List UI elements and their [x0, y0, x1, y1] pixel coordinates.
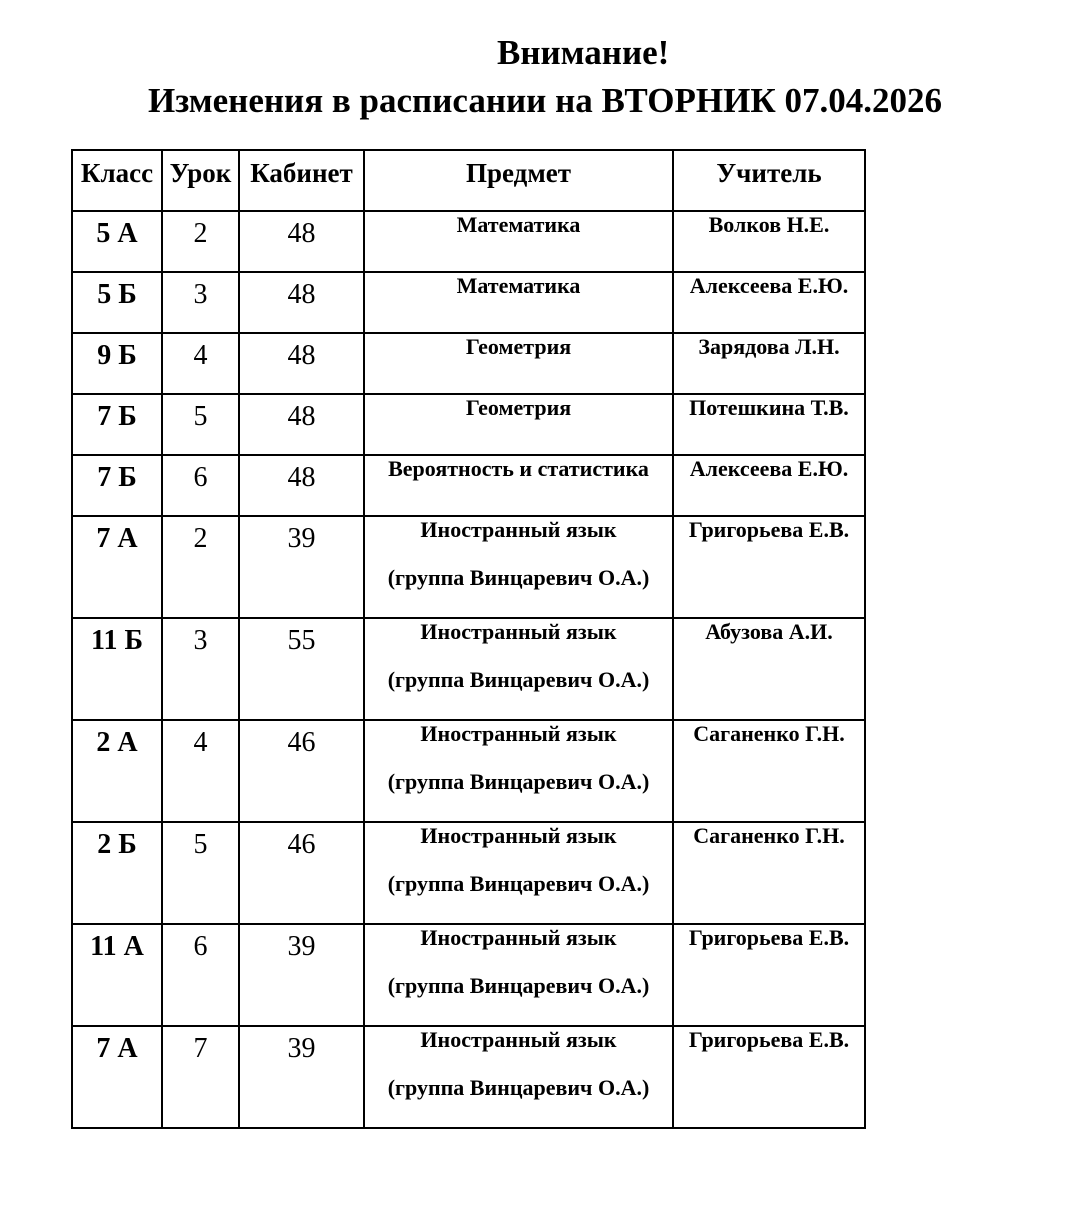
teacher-cell: Саганенко Г.Н.: [673, 720, 865, 822]
lesson-cell: 2: [162, 211, 239, 272]
room-cell: 48: [239, 394, 364, 455]
subject-name: Геометрия: [465, 334, 572, 359]
table-row: [72, 924, 865, 1026]
subject-name: Математика: [456, 212, 581, 237]
subject-cell: [364, 455, 673, 516]
subject-cell: [364, 924, 673, 1026]
lesson-cell: 4: [162, 720, 239, 822]
column-header-subject: Предмет: [364, 150, 673, 211]
teacher-cell: Григорьева Е.В.: [673, 516, 865, 618]
table-row: [72, 394, 865, 455]
subject-group-note: (группа Винцаревич О.А.): [387, 667, 650, 692]
teacher-cell: Алексеева Е.Ю.: [673, 455, 865, 516]
room-cell: 48: [239, 333, 364, 394]
lesson-cell: 2: [162, 516, 239, 618]
subject-cell: [364, 272, 673, 333]
table-row: [72, 720, 865, 822]
subject-group-note: (группа Винцаревич О.А.): [387, 565, 650, 590]
table-row: [72, 455, 865, 516]
teacher-cell: Алексеева Е.Ю.: [673, 272, 865, 333]
notice-heading: Внимание!: [497, 33, 670, 72]
lesson-cell: 6: [162, 924, 239, 1026]
schedule-changes-table: [71, 149, 866, 1129]
teacher-cell: Зарядова Л.Н.: [673, 333, 865, 394]
teacher-cell: Абузова А.И.: [673, 618, 865, 720]
subject-name: Вероятность и статистика: [388, 456, 649, 481]
subject-group-note: (группа Винцаревич О.А.): [387, 973, 650, 998]
teacher-cell: Потешкина Т.В.: [673, 394, 865, 455]
class-cell: 11 Б: [72, 618, 162, 720]
subject-cell: [364, 822, 673, 924]
class-cell: 11 А: [72, 924, 162, 1026]
subject-name: Иностранный язык: [420, 721, 617, 746]
teacher-cell: Саганенко Г.Н.: [673, 822, 865, 924]
subject-cell: [364, 211, 673, 272]
table-row: [72, 333, 865, 394]
room-cell: 39: [239, 1026, 364, 1128]
subject-name: Математика: [456, 273, 581, 298]
table-row: [72, 1026, 865, 1128]
subject-cell: [364, 720, 673, 822]
room-cell: 46: [239, 720, 364, 822]
class-cell: 5 Б: [72, 272, 162, 333]
class-cell: 7 А: [72, 1026, 162, 1128]
teacher-cell: Волков Н.Е.: [673, 211, 865, 272]
room-cell: 39: [239, 516, 364, 618]
table-row: [72, 272, 865, 333]
subject-name: Иностранный язык: [420, 925, 617, 950]
subject-cell: [364, 394, 673, 455]
page-title: Изменения в расписании на ВТОРНИК 07.04.2026: [148, 81, 942, 120]
class-cell: 9 Б: [72, 333, 162, 394]
column-header-room: Кабинет: [239, 150, 364, 211]
lesson-cell: 7: [162, 1026, 239, 1128]
class-cell: 5 А: [72, 211, 162, 272]
lesson-cell: 6: [162, 455, 239, 516]
class-cell: 7 Б: [72, 394, 162, 455]
class-cell: 7 А: [72, 516, 162, 618]
lesson-cell: 5: [162, 822, 239, 924]
lesson-cell: 3: [162, 272, 239, 333]
class-cell: 7 Б: [72, 455, 162, 516]
lesson-cell: 4: [162, 333, 239, 394]
subject-group-note: (группа Винцаревич О.А.): [387, 1075, 650, 1100]
table-body: [72, 211, 865, 1128]
subject-name: Иностранный язык: [420, 1027, 617, 1052]
table-row: [72, 618, 865, 720]
subject-name: Иностранный язык: [420, 517, 617, 542]
subject-group-note: (группа Винцаревич О.А.): [387, 871, 650, 896]
column-header-teacher: Учитель: [673, 150, 865, 211]
table-row: [72, 211, 865, 272]
subject-cell: [364, 333, 673, 394]
table-header-row: [72, 150, 865, 211]
teacher-cell: Григорьева Е.В.: [673, 1026, 865, 1128]
room-cell: 48: [239, 211, 364, 272]
room-cell: 55: [239, 618, 364, 720]
subject-name: Геометрия: [465, 395, 572, 420]
room-cell: 39: [239, 924, 364, 1026]
subject-cell: [364, 618, 673, 720]
column-header-class: Класс: [72, 150, 162, 211]
table-row: [72, 822, 865, 924]
class-cell: 2 Б: [72, 822, 162, 924]
lesson-cell: 5: [162, 394, 239, 455]
subject-name: Иностранный язык: [420, 619, 617, 644]
subject-cell: [364, 516, 673, 618]
room-cell: 46: [239, 822, 364, 924]
table-row: [72, 516, 865, 618]
subject-cell: [364, 1026, 673, 1128]
subject-group-note: (группа Винцаревич О.А.): [387, 769, 650, 794]
class-cell: 2 А: [72, 720, 162, 822]
teacher-cell: Григорьева Е.В.: [673, 924, 865, 1026]
subject-name: Иностранный язык: [420, 823, 617, 848]
lesson-cell: 3: [162, 618, 239, 720]
room-cell: 48: [239, 272, 364, 333]
column-header-lesson: Урок: [162, 150, 239, 211]
room-cell: 48: [239, 455, 364, 516]
